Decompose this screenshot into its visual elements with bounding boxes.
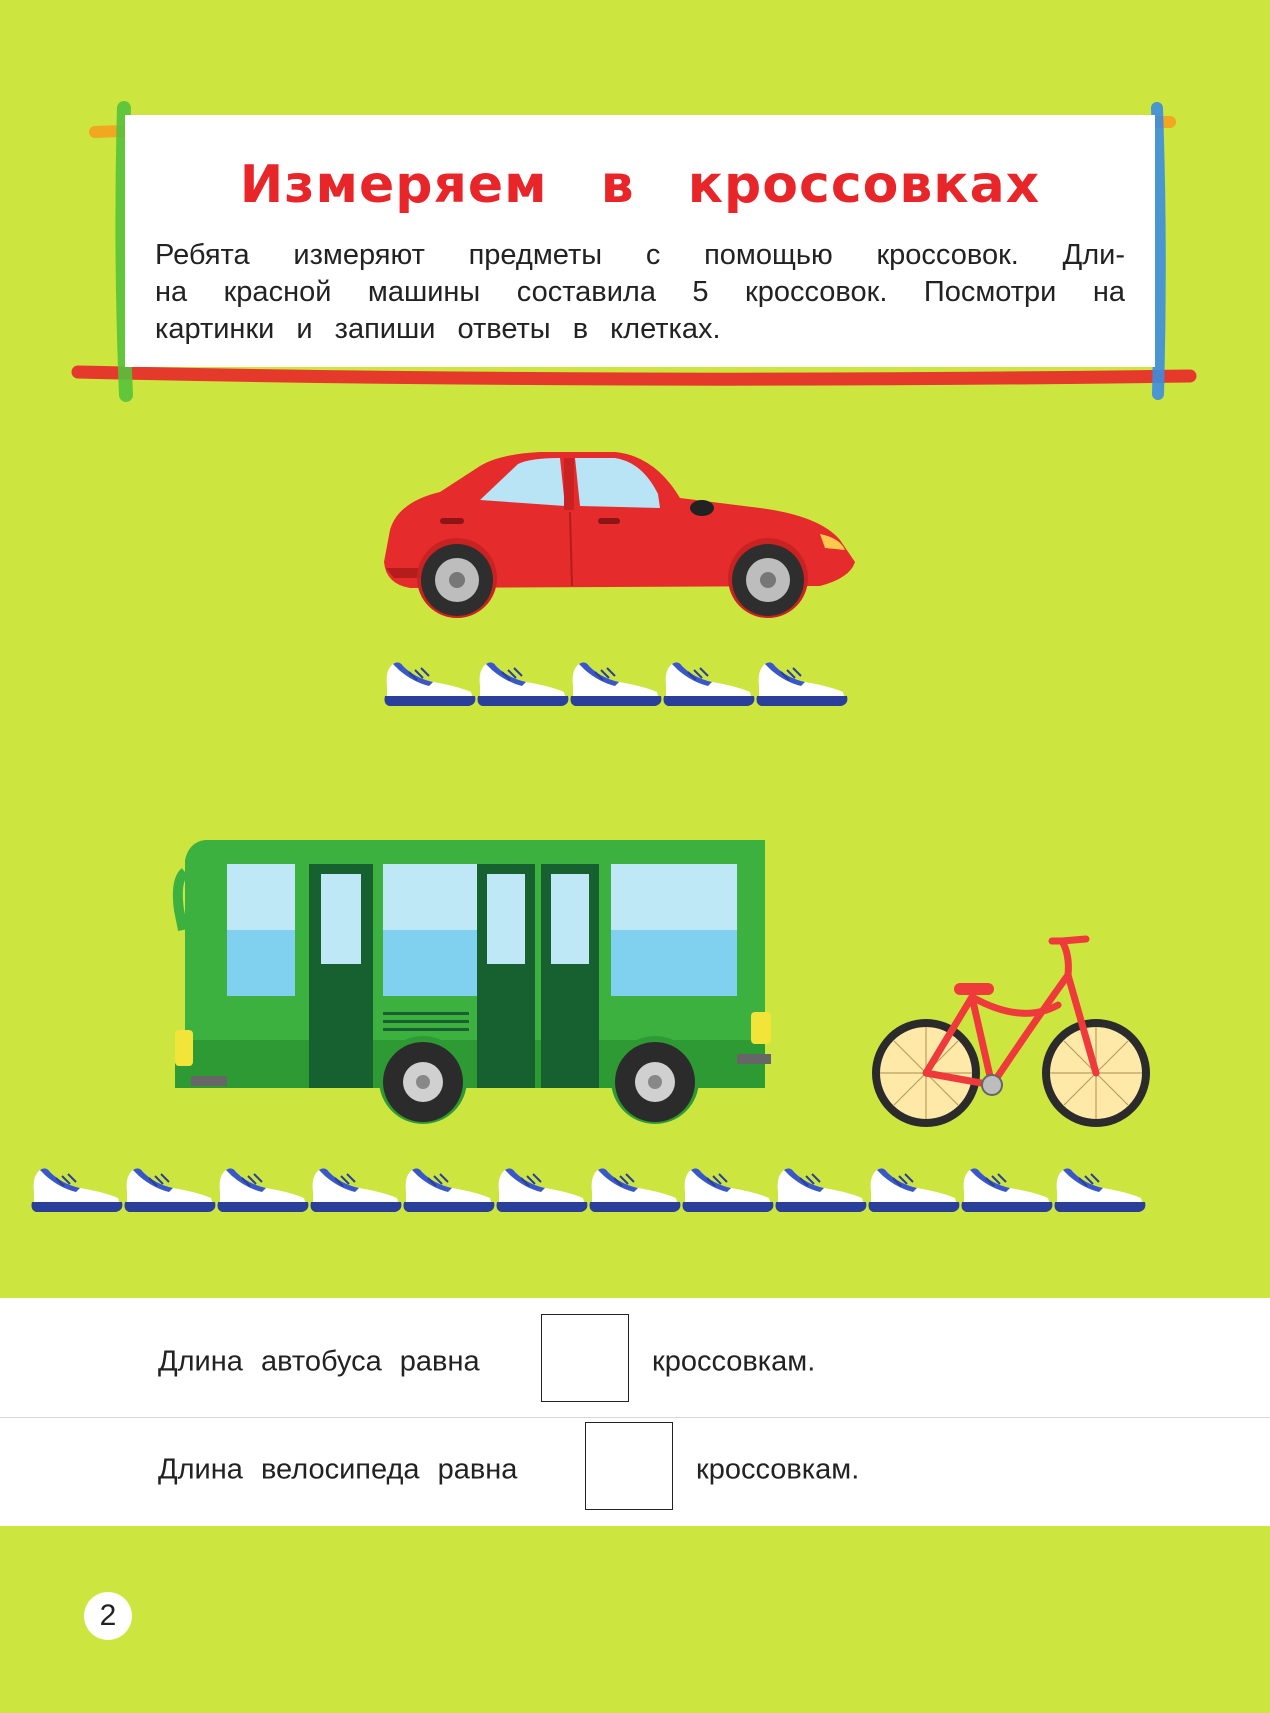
intro-line: Ребята измеряют предметы с помощью кроссовок. Дли- — [155, 239, 1125, 271]
intro-line: на красной машины составила 5 кроссовок. Посмотри на — [155, 276, 1125, 308]
answer-section — [0, 1298, 1270, 1526]
sneaker-icon — [404, 1166, 496, 1214]
sneaker-icon — [32, 1166, 124, 1214]
sneaker-icon — [497, 1166, 589, 1214]
sneaker-icon — [776, 1166, 868, 1214]
bicycle-answer-box[interactable] — [585, 1422, 673, 1510]
divider — [0, 1417, 1270, 1418]
green-bus-illustration — [175, 840, 780, 1130]
answer-label: Длина автобуса равна — [158, 1345, 480, 1378]
bicycle-illustration — [872, 935, 1152, 1135]
sneaker-icon — [1055, 1166, 1147, 1214]
sneaker-icon — [218, 1166, 310, 1214]
title-card — [125, 115, 1155, 367]
sneaker-icon — [385, 660, 477, 708]
sneaker-icon — [311, 1166, 403, 1214]
sneaker-icon — [664, 660, 756, 708]
answer-label: Длина велосипеда равна — [158, 1453, 518, 1486]
sneaker-icon — [757, 660, 849, 708]
sneaker-icon — [590, 1166, 682, 1214]
answer-row-bus — [0, 1308, 1270, 1416]
answer-suffix: кроссовкам. — [696, 1453, 860, 1486]
sneaker-icon — [962, 1166, 1054, 1214]
sneaker-icon — [571, 660, 663, 708]
intro-line: картинки и запиши ответы в клетках. — [155, 313, 721, 345]
intro-paragraph — [155, 237, 1125, 348]
answer-suffix: кроссовкам. — [652, 1345, 816, 1378]
bus-answer-box[interactable] — [541, 1314, 629, 1402]
sneaker-icon — [478, 660, 570, 708]
page-title: Измеряем в кроссовках — [239, 155, 1041, 215]
sneaker-icon — [683, 1166, 775, 1214]
sneaker-icon — [869, 1166, 961, 1214]
answer-row-bicycle — [0, 1416, 1270, 1524]
sneaker-icon — [125, 1166, 217, 1214]
page-number: 2 — [84, 1592, 132, 1640]
red-car-illustration — [380, 450, 855, 625]
